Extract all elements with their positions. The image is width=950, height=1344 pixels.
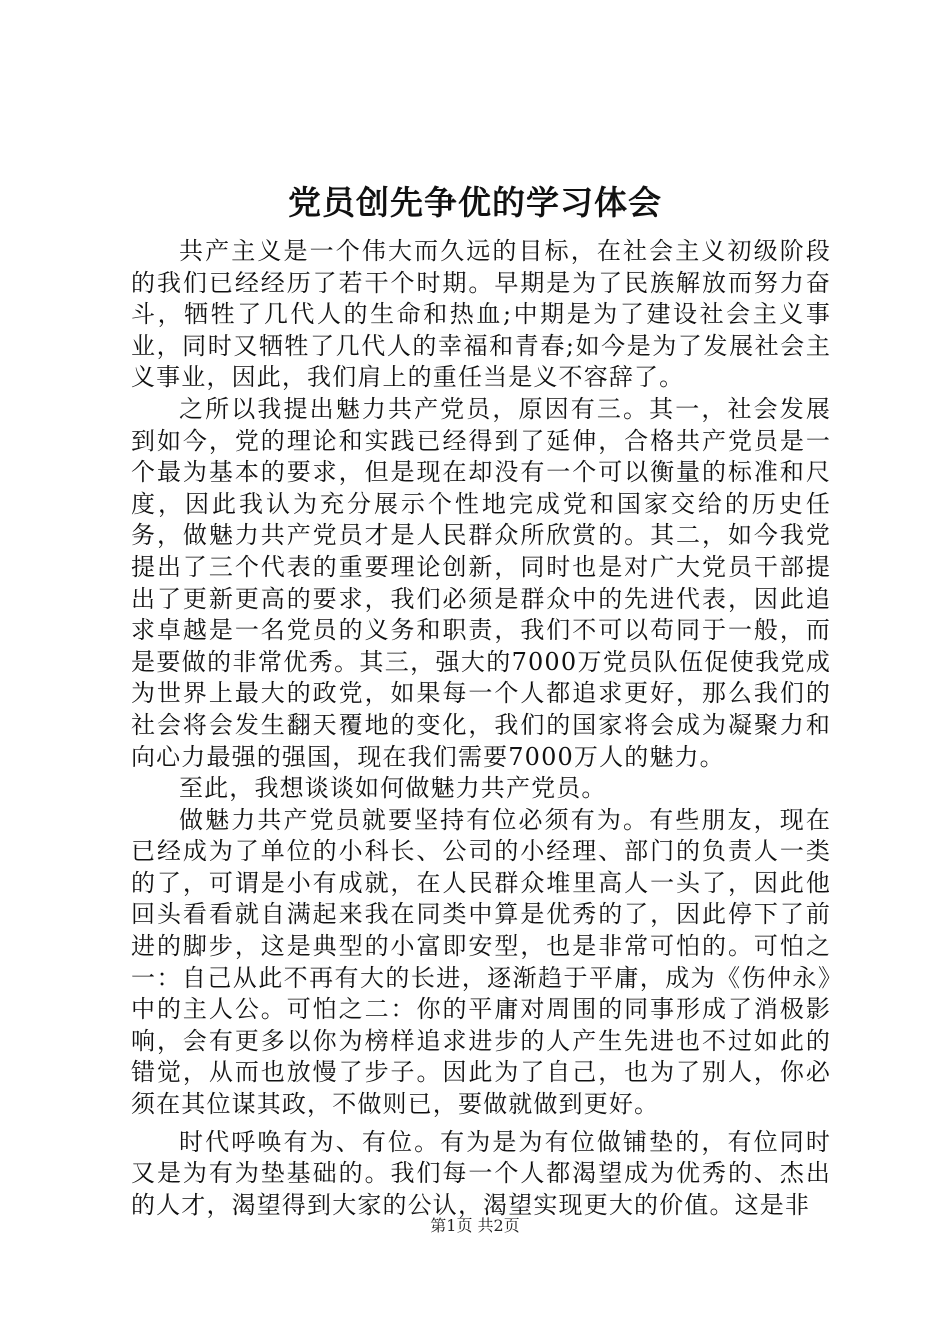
paragraph-3: 至此，我想谈谈如何做魅力共产党员。: [179, 774, 607, 803]
paragraph-4: 做魅力共产党员就要坚持有位必须有为。有些朋友，现在已经成为了单位的小科长、公司的小经理、部门的负责人一类的了，可谓是小有成就，在人民群众堆里高人一头了，因此他回头看看就自满起来我在同类中算是优秀的了，因此停下了前进的脚步，这是典型的小富即安型，也是非常可怕的。可怕之一：自己从此不再有大的长进，逐渐趋于平庸，成为《伤仲永》中的主人公。可怕之二：你的平庸对周围的同事形成了消极影响，会有更多以你为榜样追求进步的人产生先进也不过如此的错觉，从而也放慢了步子。因此为了自己，也为了别人，你必须在其位谋其政，不做则已，要做就做到更好。: [131, 805, 831, 1119]
document-title: 党员创先争优的学习体会: [288, 183, 662, 222]
paragraph-5: 时代呼唤有为、有位。有为是为有位做铺垫的，有位同时又是为有为垫基础的。我们每一个人都渴望成为优秀的、杰出的人才，渴望得到大家的公认，渴望实现更大的价值。这是非: [131, 1127, 831, 1219]
page-number-footer: 第1页 共2页: [430, 1216, 520, 1235]
paragraph-2: 之所以我提出魅力共产党员，原因有三。其一，社会发展到如今，党的理论和实践已经得到了延伸，合格共产党员是一个最为基本的要求，但是现在却没有一个可以衡量的标准和尺度，因此我认为充分展示个性地完成党和国家交给的历史任务，做魅力共产党员才是人民群众所欣赏的。其二，如今我党提出了三个代表的重要理论创新，同时也是对广大党员干部提出了更新更高的要求，我们必须是群众中的先进代表，因此追求卓越是一名党员的义务和职责，我们不可以苟同于一般，而是要做的非常优秀。其三，强大的7000万党员队伍促使我党成为世界上最大的政党，如果每一个人都追求更好，那么我们的社会将会发生翻天覆地的变化，我们的国家将会成为凝聚力和向心力最强的强国，现在我们需要7000万人的魅力。: [131, 394, 831, 771]
paragraph-1: 共产主义是一个伟大而久远的目标，在社会主义初级阶段的我们已经经历了若干个时期。早期是为了民族解放而努力奋斗，牺牲了几代人的生命和热血;中期是为了建设社会主义事业，同时又牺牲了几代人的幸福和青春;如今是为了发展社会主义事业，因此，我们肩上的重任当是义不容辞了。: [131, 237, 831, 392]
document-body: [131, 236, 831, 1221]
